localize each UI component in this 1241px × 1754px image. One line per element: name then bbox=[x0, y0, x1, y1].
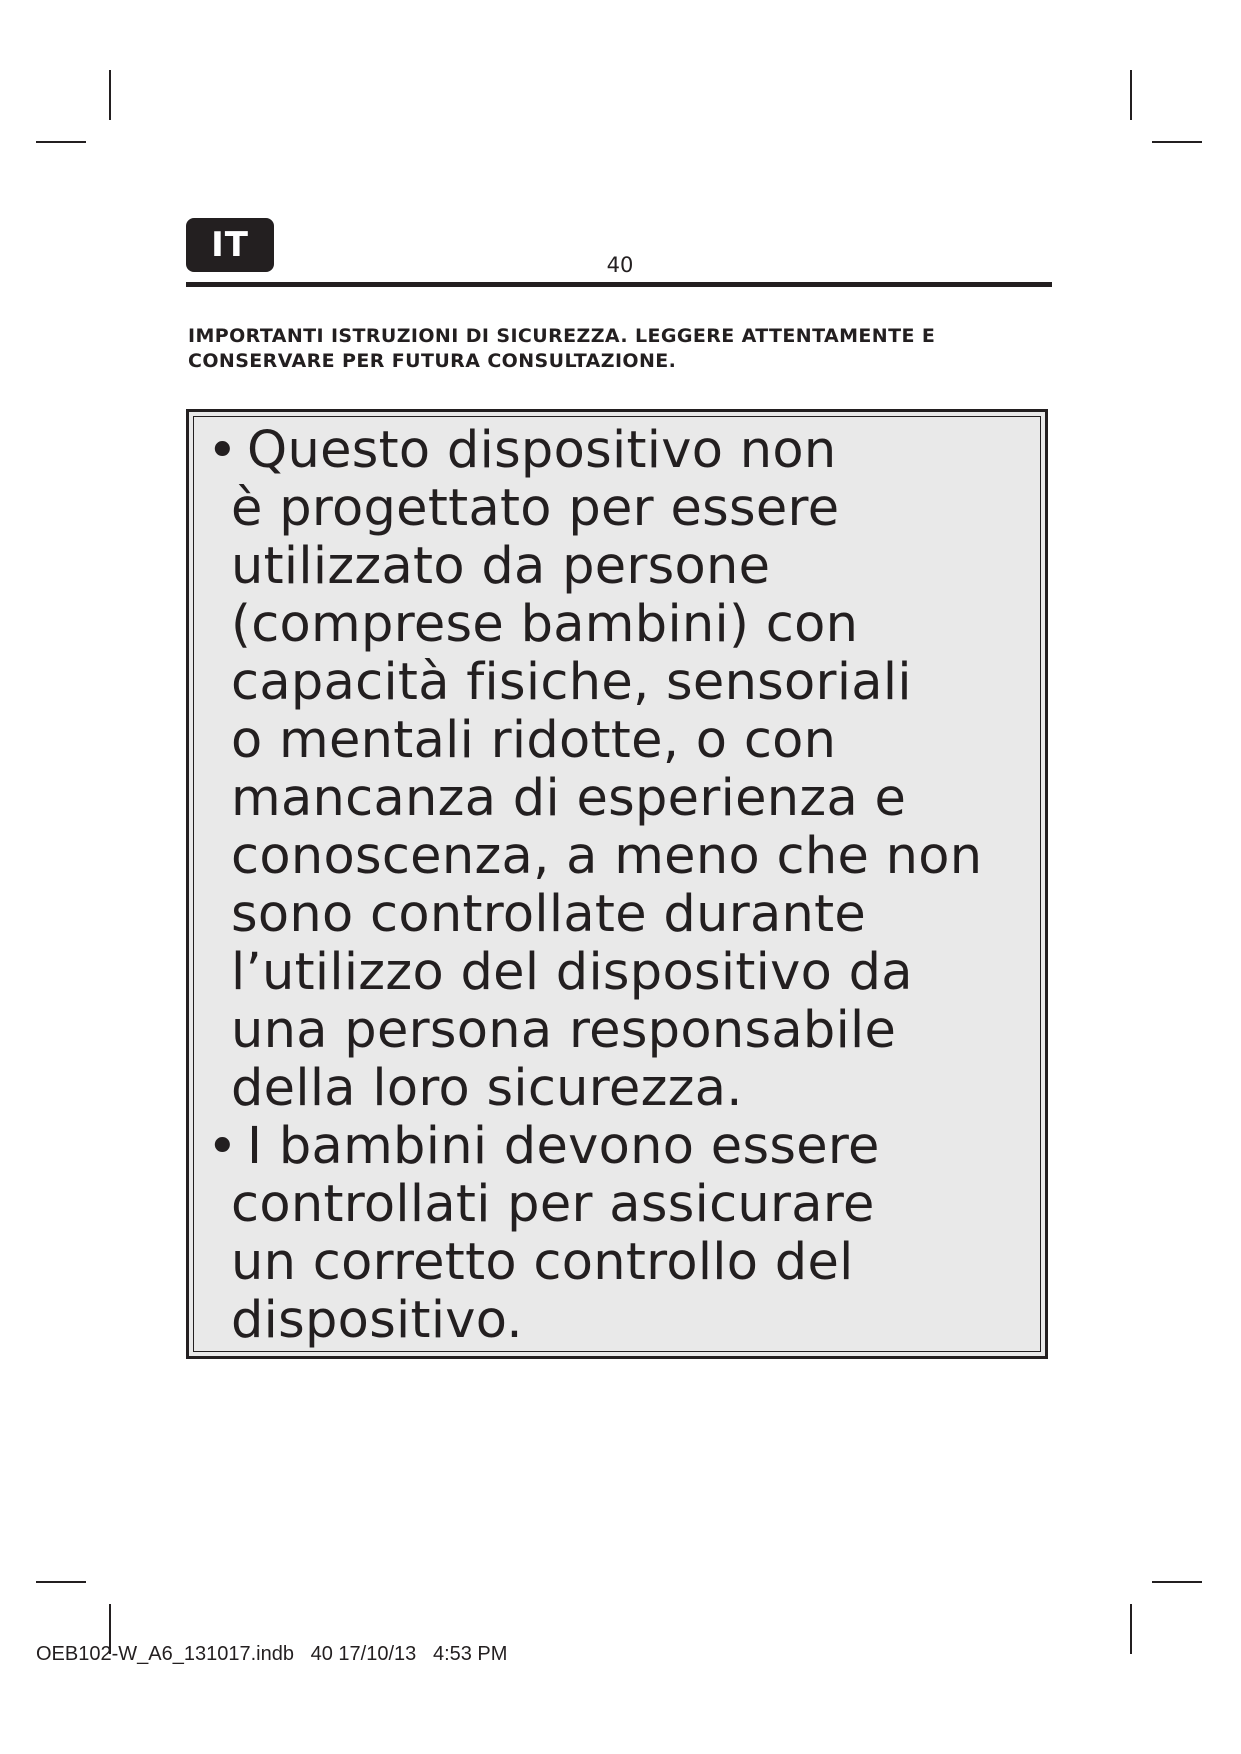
warning-item bbox=[207, 422, 982, 1118]
warning-line: mancanza di esperienza e bbox=[231, 769, 907, 828]
warning-line: è progettato per essere bbox=[231, 479, 840, 538]
warning-box bbox=[186, 409, 1048, 1359]
warning-line: della loro sicurezza. bbox=[231, 1059, 743, 1118]
crop-mark-bottom-left-horizontal bbox=[36, 1581, 86, 1583]
warning-line: l’utilizzo del dispositivo da bbox=[231, 943, 913, 1002]
crop-mark-top-left-vertical bbox=[109, 70, 111, 120]
print-slug: OEB102-W_A6_131017.indb 40 17/10/13 4:53 PM bbox=[36, 1643, 508, 1665]
warning-line: conoscenza, a meno che non bbox=[231, 827, 983, 886]
warning-list bbox=[207, 422, 982, 1350]
warning-line: (comprese bambini) con bbox=[231, 595, 859, 654]
heading-line: IMPORTANTI ISTRUZIONI DI SICUREZZA. LEGGERE ATTENTAMENTE E bbox=[188, 325, 936, 347]
heading-line: CONSERVARE PER FUTURA CONSULTAZIONE. bbox=[188, 350, 677, 372]
crop-mark-top-right-horizontal bbox=[1152, 141, 1202, 143]
crop-mark-top-right-vertical bbox=[1130, 70, 1132, 120]
header-divider bbox=[186, 282, 1052, 287]
crop-mark-bottom-right-horizontal bbox=[1152, 1581, 1202, 1583]
warning-line: un corretto controllo del bbox=[231, 1233, 854, 1292]
warning-line: sono controllate durante bbox=[231, 885, 867, 944]
warning-line: utilizzato da persone bbox=[231, 537, 771, 596]
crop-mark-bottom-right-vertical bbox=[1130, 1604, 1132, 1654]
warning-item bbox=[207, 1118, 982, 1350]
warning-line: dispositivo. bbox=[231, 1291, 523, 1350]
warning-line: controllati per assicurare bbox=[231, 1175, 875, 1234]
language-badge: IT bbox=[186, 218, 274, 272]
page-number: 40 bbox=[606, 253, 634, 277]
warning-line: Questo dispositivo non bbox=[247, 421, 837, 480]
warning-line: una persona responsabile bbox=[231, 1001, 897, 1060]
bullet-icon: • bbox=[207, 1117, 238, 1177]
warning-line: o mentali ridotte, o con bbox=[231, 711, 837, 770]
bullet-icon: • bbox=[207, 421, 238, 481]
safety-instructions-heading bbox=[188, 324, 1068, 374]
warning-line: I bambini devono essere bbox=[247, 1117, 880, 1176]
crop-mark-top-left-horizontal bbox=[36, 141, 86, 143]
warning-line: capacità fisiche, sensoriali bbox=[231, 653, 912, 712]
